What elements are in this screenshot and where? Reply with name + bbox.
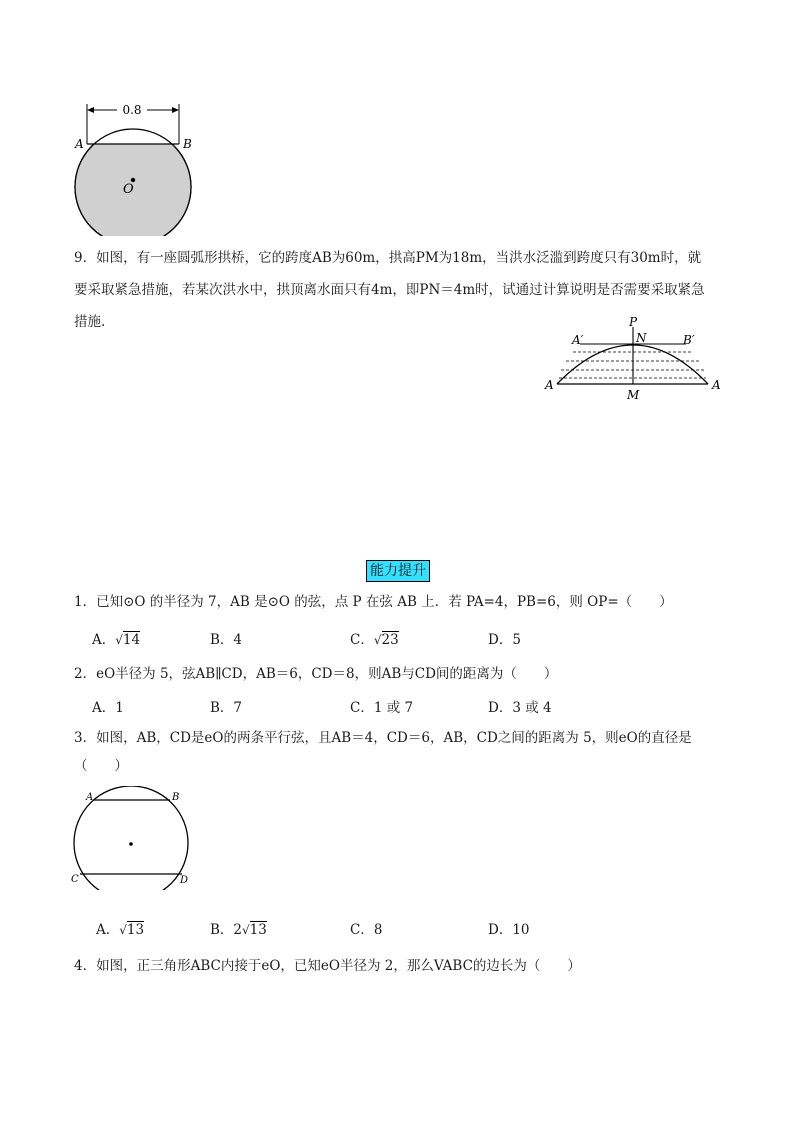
p2-option-a: A．1 [92, 700, 124, 716]
p3-option-b: B．2√13 [210, 922, 267, 938]
p2-option-d: D．3 或 4 [488, 700, 552, 716]
p2-option-b: B．7 [210, 700, 243, 716]
figure-arch-bridge [540, 314, 730, 404]
p1-option-c: C．√23 [350, 632, 399, 648]
p1-option-b: B．4 [210, 632, 243, 648]
q9-line-1: 9．如图，有一座圆弧形拱桥，它的跨度AB为60m，拱高PM为18m，当洪水泛滥到跨度只有30m时，就 [74, 250, 702, 266]
p1-option-a: A．√14 [92, 632, 141, 648]
center-label: O [123, 182, 134, 197]
arrow-left-icon [87, 107, 94, 113]
p3-line-2: （ ） [74, 758, 128, 774]
p1-stem: 1．已知⊙O 的半径为 7，AB 是⊙O 的弦，点 P 在弦 AB 上．若 PA=4，PB=6，则 OP=（ ） [74, 594, 673, 610]
label-b-prime: B′ [683, 333, 695, 347]
label-a-left: A [545, 378, 554, 392]
width-label: 0.8 [122, 103, 142, 117]
section-title: 能力提升 [366, 560, 430, 582]
p3-option-a: A．√13 [96, 922, 145, 938]
p2-stem: 2．eO半径为 5，弦AB∥CD，AB＝6，CD＝8，则AB与CD间的距离为（ ） [74, 666, 558, 682]
q9-line-2: 要采取紧急措施，若某次洪水中，拱顶离水面只有4m，即PN＝4m时，试通过计算说明是否需要采取紧急 [74, 282, 705, 298]
label-d: D [180, 875, 189, 886]
figure-circle-segment [66, 96, 206, 236]
p3-option-d: D．10 [488, 922, 530, 938]
label-c: C [71, 874, 79, 885]
p1-option-d: D．5 [488, 632, 521, 648]
p2-option-c: C．1 或 7 [350, 700, 414, 716]
label-p: P [629, 315, 638, 329]
p3-line-1: 3．如图，AB，CD是eO的两条平行弦，且AB＝4，CD＝6，AB，CD之间的距离为 5，则eO的直径是 [74, 730, 692, 746]
label-n: N [636, 331, 647, 345]
arrow-right-icon [172, 107, 179, 113]
label-a-prime: A′ [572, 333, 584, 347]
label-a: A [86, 792, 94, 803]
label-m: M [627, 388, 640, 402]
label-a-right: A [712, 378, 721, 392]
p4-stem: 4．如图，正三角形ABC内接于eO，已知eO半径为 2，那么VABC的边长为（ ） [74, 958, 581, 974]
point-a-label: A [75, 137, 84, 151]
p3-option-c: C．8 [350, 922, 383, 938]
point-b-label: B [183, 137, 192, 151]
figure-parallel-chords [66, 786, 196, 890]
center-point [129, 842, 133, 846]
q9-line-3: 措施. [74, 314, 106, 330]
label-b: B [172, 792, 180, 803]
